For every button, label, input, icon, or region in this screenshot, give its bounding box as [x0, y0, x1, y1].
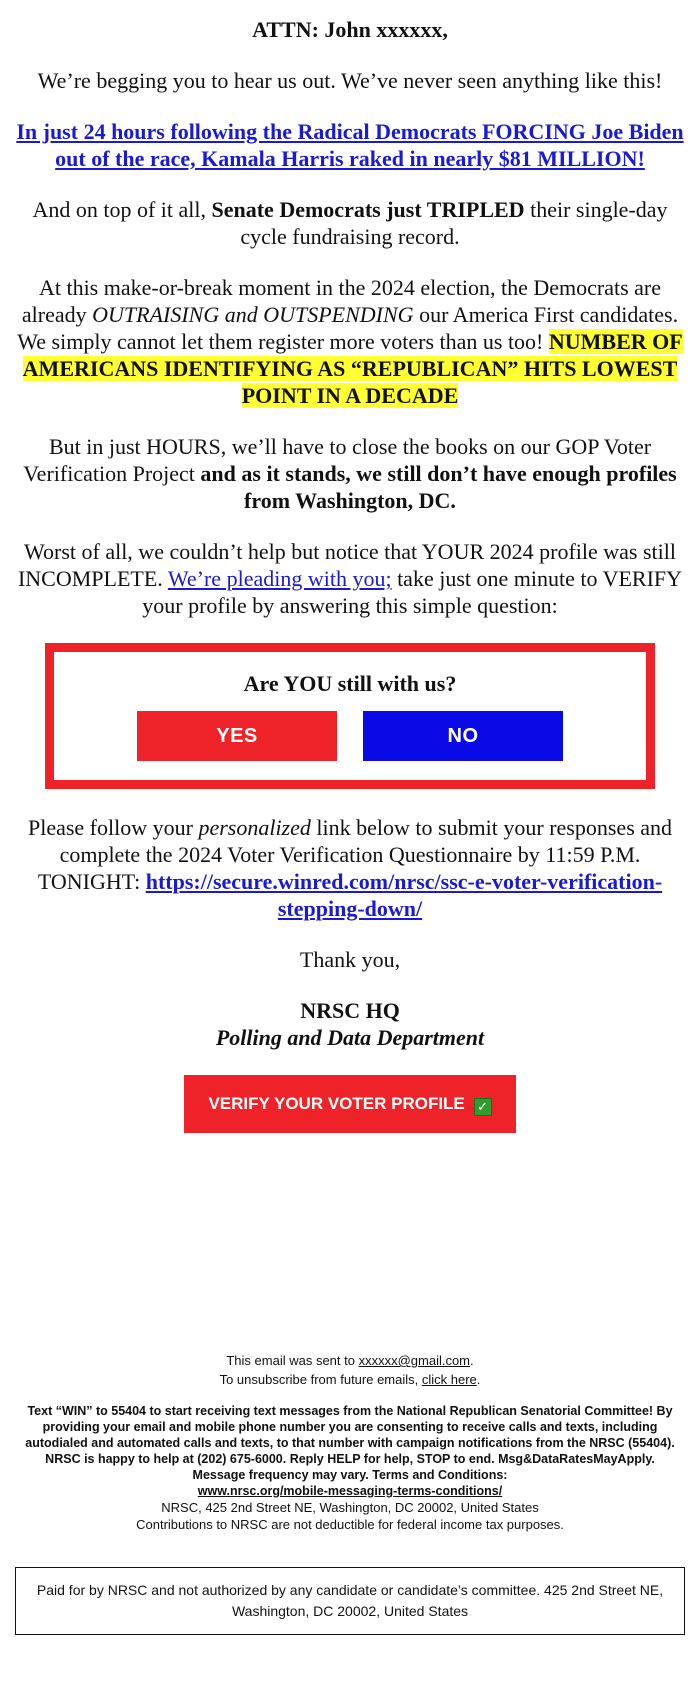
- email-footer: [0, 1352, 700, 1635]
- hours-text-bold: and as it stands, we still don’t have enough profiles from Washington, DC.: [200, 461, 677, 513]
- followup-paragraph: [15, 814, 685, 922]
- checkmark-icon: ✓: [474, 1098, 492, 1116]
- sent-to-line: [0, 1352, 700, 1369]
- yes-button[interactable]: YES: [137, 711, 337, 761]
- tax-disclaimer: Contributions to NRSC are not deductible for federal income tax purposes.: [136, 1517, 564, 1532]
- mailing-address: NRSC, 425 2nd Street NE, Washington, DC 20002, United States: [161, 1500, 539, 1515]
- poll-question: Are YOU still with us?: [243, 671, 457, 696]
- signature-dept: Polling and Data Department: [215, 1025, 485, 1050]
- winred-link[interactable]: https://secure.winred.com/nrsc/ssc-e-voter-verification-stepping-down/: [145, 869, 663, 921]
- senate-text-bold: Senate Democrats just TRIPLED: [211, 197, 525, 222]
- paid-for-box: Paid for by NRSC and not authorized by any candidate or candidate’s committee. 425 2nd Street NE, Washington, DC 20002, United States: [15, 1567, 685, 1635]
- unsubscribe-line: [0, 1371, 700, 1388]
- headline-link[interactable]: In just 24 hours following the Radical Democrats FORCING Joe Biden out of the race, Kamala Harris raked in nearly $81 MILLION!: [16, 119, 684, 171]
- poll-box: [45, 643, 655, 789]
- no-button[interactable]: NO: [363, 711, 563, 761]
- hours-text-pre: But in just HOURS, we’ll have to close the books on our GOP Voter Verification Project: [23, 434, 652, 486]
- poll-buttons: [54, 711, 646, 761]
- followup-text-pre: Please follow your: [27, 815, 199, 840]
- sms-terms-link[interactable]: www.nrsc.org/mobile-messaging-terms-conditions/: [197, 1484, 503, 1498]
- unsubscribe-pre: To unsubscribe from future emails,: [219, 1372, 422, 1387]
- cta-wrap: [15, 1075, 685, 1133]
- incomplete-text-post: take just one minute to VERIFY your profile by answering this simple question:: [142, 566, 683, 618]
- senate-text-post: their single-day cycle fundraising record.: [240, 197, 668, 249]
- intro-paragraph: We’re begging you to hear us out. We’ve never seen anything like this!: [37, 68, 663, 93]
- sms-disclaimer: [20, 1403, 680, 1499]
- highlight-text: NUMBER OF AMERICANS IDENTIFYING AS “REPUBLICAN” HITS LOWEST POINT IN A DECADE: [22, 329, 683, 408]
- sent-to-post: .: [470, 1353, 474, 1368]
- unsubscribe-post: .: [476, 1372, 481, 1387]
- hours-paragraph: [15, 433, 685, 514]
- headline-paragraph: [15, 118, 685, 172]
- pleading-link[interactable]: We’re pleading with you;: [167, 566, 392, 591]
- incomplete-paragraph: [15, 538, 685, 619]
- senate-paragraph: [15, 196, 685, 250]
- signature-name: NRSC HQ: [300, 998, 400, 1023]
- verify-profile-label: VERIFY YOUR VOTER PROFILE: [208, 1094, 465, 1113]
- sent-to-email[interactable]: xxxxxx@gmail.com: [358, 1353, 471, 1368]
- sent-to-pre: This email was sent to: [226, 1353, 359, 1368]
- followup-text-italic: personalized: [198, 815, 311, 840]
- followup-text-mid: link below to submit your responses and complete the 2024 Voter Verification Questionnaire by 11:59 P.M. TONIGHT:: [37, 815, 673, 894]
- election-text-mid: our America First candidates. We simply cannot let them register more voters than us too!: [17, 302, 679, 354]
- election-text-pre: At this make-or-break moment in the 2024 election, the Democrats are already: [21, 275, 662, 327]
- greeting: ATTN: John xxxxxx,: [252, 17, 448, 42]
- incomplete-text-pre: Worst of all, we couldn’t help but notice that YOUR 2024 profile was still INCOMPLETE.: [17, 539, 676, 591]
- unsubscribe-link[interactable]: click here: [421, 1372, 477, 1387]
- election-text-italic: OUTRAISING and OUTSPENDING: [92, 302, 414, 327]
- election-paragraph: [15, 274, 685, 409]
- email-body: [15, 0, 685, 1133]
- sms-text: Text “WIN” to 55404 to start receiving text messages from the National Republican Senatorial Committee! By providing your email and mobile phone number you are consenting to receive calls and texts, including autodialed and automated calls and texts, to that number with campaign notifications from the NRSC (55404). NRSC is happy to help at (202) 675-6000. Reply HELP for help, STOP to end. Msg&DataRatesMayApply. Message frequency may vary. Terms and Conditions:: [25, 1404, 675, 1482]
- thank-you: Thank you,: [299, 947, 401, 972]
- signature: [15, 997, 685, 1051]
- verify-profile-button[interactable]: [184, 1075, 516, 1133]
- senate-text-pre: And on top of it all,: [32, 197, 212, 222]
